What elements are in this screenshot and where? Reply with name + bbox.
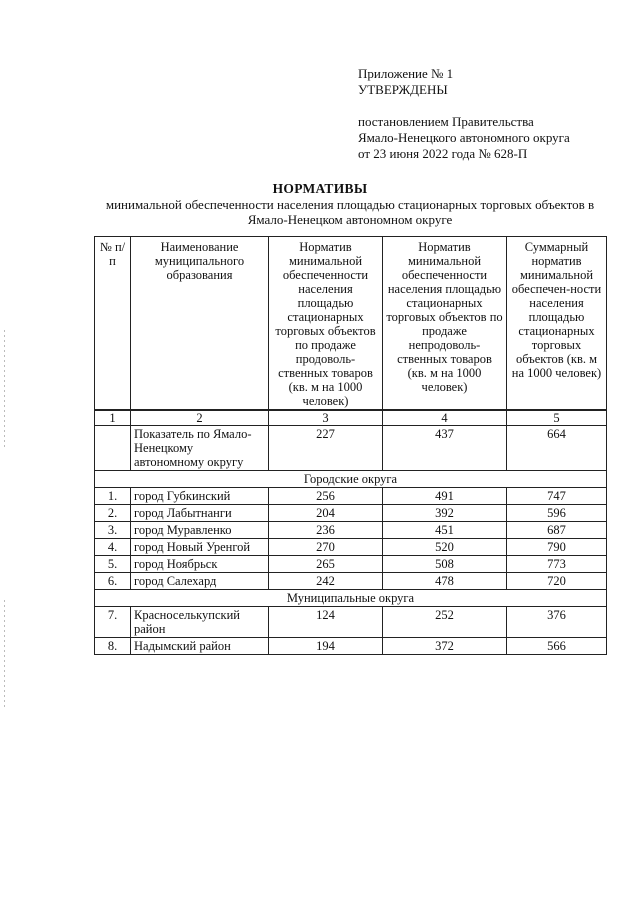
row-sum: 596 — [507, 505, 607, 522]
row-name: город Ноябрьск — [131, 556, 269, 573]
table-row — [95, 522, 607, 539]
document-subtitle: минимальной обеспеченности населения площадью стационарных торговых объектов в Ямало-Ненецком автономном округе — [105, 197, 595, 227]
column-number: 5 — [507, 410, 607, 426]
header-nonfood: Норматив минимальной обеспеченности населения площадью стационарных торговых объектов по продаже непродоволь-ственных товаров (кв. м на 1000 человек) — [383, 237, 507, 411]
section-row-urban — [95, 471, 607, 488]
row-nonfood: 392 — [383, 505, 507, 522]
row-num: 5. — [95, 556, 131, 573]
table-row — [95, 505, 607, 522]
header-sum: Суммарный норматив минимальной обеспечен-ности населения площадью стационарных торговых объектов (кв. м на 1000 человек) — [507, 237, 607, 411]
row-num: 4. — [95, 539, 131, 556]
row-nonfood: 252 — [383, 607, 507, 638]
scan-edge-mark — [4, 600, 5, 710]
row-nonfood: 508 — [383, 556, 507, 573]
row-num: 3. — [95, 522, 131, 539]
row-num: 7. — [95, 607, 131, 638]
header-name: Наименование муниципального образования — [131, 237, 269, 411]
resolution-line: постановлением Правительства — [358, 114, 534, 129]
row-food: 204 — [269, 505, 383, 522]
row-nonfood: 520 — [383, 539, 507, 556]
row-name: Надымский район — [131, 638, 269, 655]
document-title: НОРМАТИВЫ — [272, 181, 368, 196]
table-row — [95, 539, 607, 556]
column-number: 3 — [269, 410, 383, 426]
total-row — [95, 426, 607, 471]
row-name: город Лабытнанги — [131, 505, 269, 522]
row-sum: 773 — [507, 556, 607, 573]
scan-edge-mark — [4, 330, 5, 450]
government-line: Ямало-Ненецкого автономного округа — [358, 130, 570, 145]
row-name: город Муравленко — [131, 522, 269, 539]
appendix-label: Приложение № 1 — [358, 66, 454, 81]
row-name: город Новый Уренгой — [131, 539, 269, 556]
row-name: Красноселькупский район — [131, 607, 269, 638]
table-row — [95, 573, 607, 590]
row-food: 124 — [269, 607, 383, 638]
row-sum: 687 — [507, 522, 607, 539]
approval-block — [358, 66, 570, 162]
row-name: город Губкинский — [131, 488, 269, 505]
column-number: 1 — [95, 410, 131, 426]
row-num: 8. — [95, 638, 131, 655]
row-nonfood: 478 — [383, 573, 507, 590]
row-sum: 376 — [507, 607, 607, 638]
row-sum: 566 — [507, 638, 607, 655]
row-nonfood: 491 — [383, 488, 507, 505]
row-food: 242 — [269, 573, 383, 590]
row-name: город Салехард — [131, 573, 269, 590]
section-label: Муниципальные округа — [95, 590, 607, 607]
row-sum: 720 — [507, 573, 607, 590]
header-num: № п/п — [95, 237, 131, 411]
column-number: 2 — [131, 410, 269, 426]
row-food: 265 — [269, 556, 383, 573]
table-row — [95, 607, 607, 638]
approved-label: УТВЕРЖДЕНЫ — [358, 82, 448, 97]
row-nonfood: 372 — [383, 638, 507, 655]
table-row — [95, 638, 607, 655]
header-food: Норматив минимальной обеспеченности населения площадью стационарных торговых объектов по продаже продоволь-ственных товаров (кв. м на 1000 человек) — [269, 237, 383, 411]
row-nonfood: 451 — [383, 522, 507, 539]
table-row — [95, 488, 607, 505]
row-sum: 747 — [507, 488, 607, 505]
row-num: 2. — [95, 505, 131, 522]
column-number-row — [95, 410, 607, 426]
total-nonfood: 437 — [383, 426, 507, 471]
row-food: 270 — [269, 539, 383, 556]
resolution-date: от 23 июня 2022 года № 628-П — [358, 146, 528, 161]
total-food: 227 — [269, 426, 383, 471]
table-header-row — [95, 237, 607, 411]
column-number: 4 — [383, 410, 507, 426]
row-food: 194 — [269, 638, 383, 655]
row-food: 256 — [269, 488, 383, 505]
row-food: 236 — [269, 522, 383, 539]
section-label: Городские округа — [95, 471, 607, 488]
total-sum: 664 — [507, 426, 607, 471]
section-row-municipal — [95, 590, 607, 607]
row-num: 1. — [95, 488, 131, 505]
table-row — [95, 556, 607, 573]
row-num: 6. — [95, 573, 131, 590]
row-sum: 790 — [507, 539, 607, 556]
norms-table — [94, 236, 607, 655]
total-name: Показатель по Ямало-Ненецкому автономному округу — [131, 426, 269, 471]
